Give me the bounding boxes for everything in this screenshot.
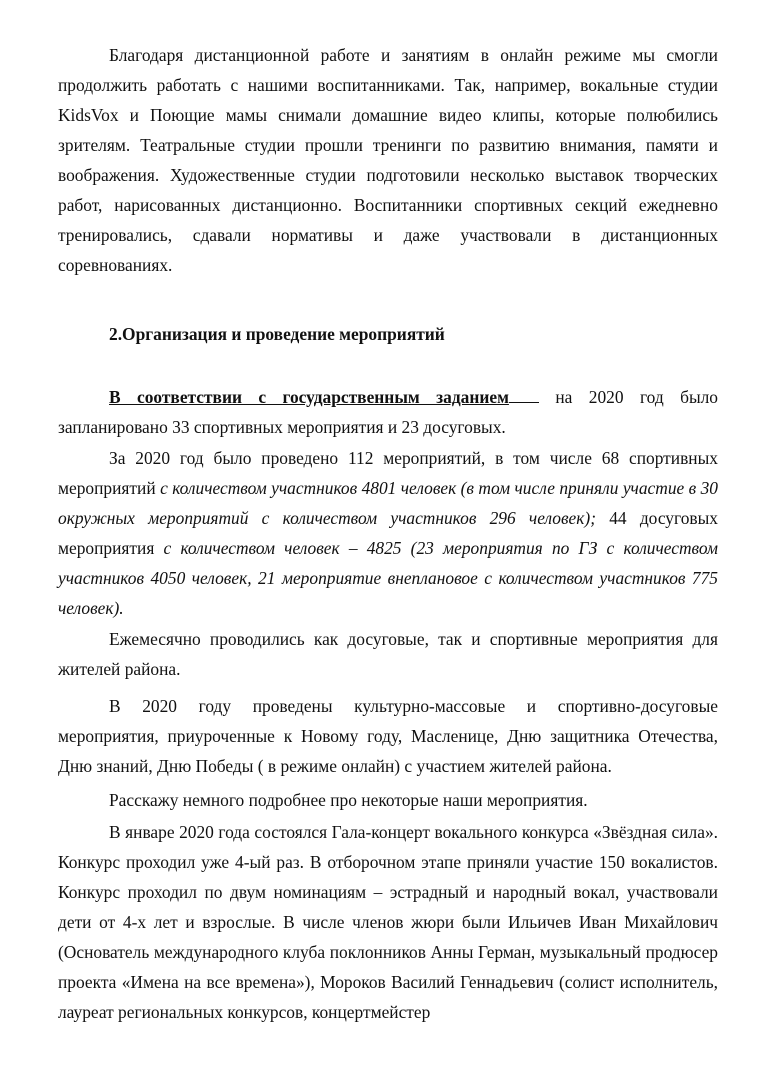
underline-gap <box>509 387 539 403</box>
paragraph-gala-concert: В январе 2020 года состоялся Гала-концерт вокального конкурса «Звёздная сила». Конкурс проходил уже 4-ый раз. В отборочном этапе приняли участие 150 вокалистов. Конкурс проходил по двум номинациям – эстрадный и народный вокал, участвовали дети от 4-х лет и взрослые. В числе членов жюри были Ильичев Иван Михайлович (Основатель международного клуба поклонников Анны Герман, музыкальный продюсер проекта «Имена на все времена»), Мороков Василий Геннадьевич (солист исполнитель, лауреат региональных конкурсов, концертмейстер <box>58 822 718 1022</box>
event-stats-leisure-details: с количеством человек – 4825 (23 мероприятия по ГЗ с количеством участников 4050 человек, 21 мероприятие внеплановое с количеством участников 775 человек). <box>58 538 718 618</box>
section-heading: 2.Организация и проведение мероприятий <box>109 324 445 344</box>
event-stats-sport-details: с количеством участников 4801 человек (в том числе приняли участие в 30 окружных мероприятий с количеством участников 296 человек); <box>58 478 718 528</box>
event-stats-part-c: 44 досуговых мероприятия <box>58 508 718 558</box>
paragraph-event-stats <box>58 443 718 623</box>
paragraph-monthly-events: Ежемесячно проводились как досуговые, так и спортивные мероприятия для жителей района. <box>58 629 718 679</box>
emphasized-phrase: В соответствии с государственным заданием <box>109 387 509 407</box>
paragraph-remote-work: Благодаря дистанционной работе и занятиям в онлайн режиме мы смогли продолжить работать с нашими воспитанниками. Так, например, вокальные студии KidsVox и Поющие мамы снимали домашние видео клипы, которые полюбились зрителям. Театральные студии прошли тренинги по развитию внимания, памяти и воображения. Художественные студии подготовили несколько выставок творческих работ, нарисованных дистанционно. Воспитанники спортивных секций ежедневно тренировались, сдавали нормативы и даже участвовали в дистанционных соревнованиях. <box>58 45 718 275</box>
paragraph-state-assignment <box>58 382 718 442</box>
event-stats-part-a: За 2020 год было проведено 112 мероприятий, в том числе 68 спортивных мероприятий <box>58 448 718 498</box>
paragraph-intro-details: Расскажу немного подробнее про некоторые наши мероприятия. <box>109 790 588 810</box>
paragraph-holiday-events: В 2020 году проведены культурно-массовые и спортивно-досуговые мероприятия, приуроченные к Новому году, Масленице, Дню защитника Отечества, Дню знаний, Дню Победы ( в режиме онлайн) с участием жителей района. <box>58 696 718 776</box>
paragraph-state-assignment-rest: на 2020 год было запланировано 33 спортивных мероприятия и 23 досуговых. <box>58 387 718 437</box>
